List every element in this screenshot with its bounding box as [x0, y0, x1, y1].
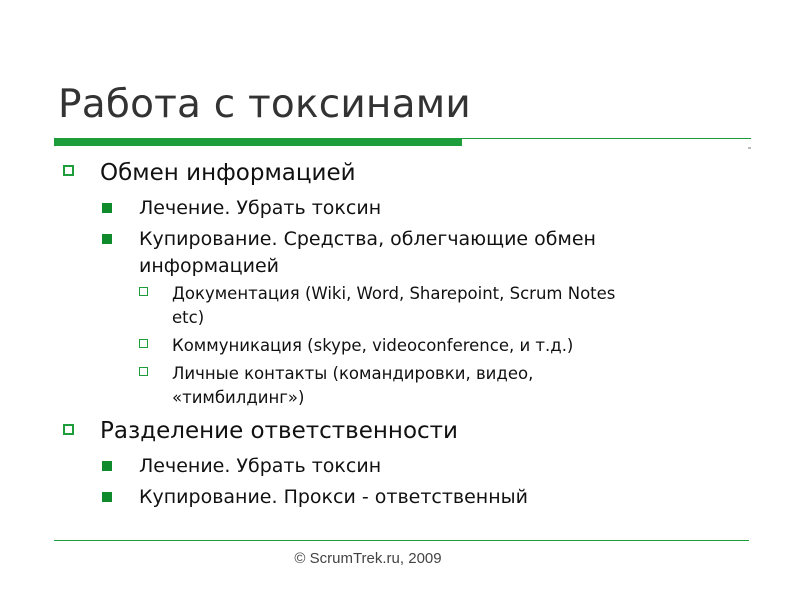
section-heading-responsibility: Разделение ответственности [100, 418, 459, 444]
title-underline-tick [748, 147, 751, 149]
filled-square-bullet-icon [102, 461, 112, 471]
hollow-square-bullet-icon [63, 165, 74, 176]
title-underline-thin [462, 138, 751, 139]
filled-square-bullet-icon [102, 203, 112, 213]
section-heading-exchange: Обмен информацией [100, 160, 356, 186]
sub-list-item-continuation: «тимбилдинг») [172, 388, 305, 407]
hollow-square-bullet-icon [139, 287, 148, 296]
hollow-square-bullet-icon [139, 339, 148, 348]
list-item: Лечение. Убрать токсин [139, 197, 382, 219]
footer-copyright: © ScrumTrek.ru, 2009 [294, 550, 442, 567]
sub-list-item: Личные контакты (командировки, видео, [172, 364, 534, 383]
sub-list-item-continuation: etc) [172, 308, 205, 327]
hollow-square-bullet-icon [139, 367, 148, 376]
filled-square-bullet-icon [102, 234, 112, 244]
list-item-continuation: информацией [139, 255, 279, 277]
sub-list-item: Документация (Wiki, Word, Sharepoint, Scrum Notes [172, 284, 616, 303]
sub-list-item: Коммуникация (skype, videoconference, и т.д.) [172, 336, 574, 355]
list-item: Купирование. Средства, облегчающие обмен [139, 228, 596, 250]
title-underline-thick [54, 138, 462, 146]
hollow-square-bullet-icon [63, 424, 74, 435]
filled-square-bullet-icon [102, 492, 112, 502]
footer-divider [54, 540, 749, 541]
list-item: Купирование. Прокси - ответственный [139, 486, 528, 508]
list-item: Лечение. Убрать токсин [139, 455, 382, 477]
slide-title: Работа с токсинами [58, 82, 471, 127]
